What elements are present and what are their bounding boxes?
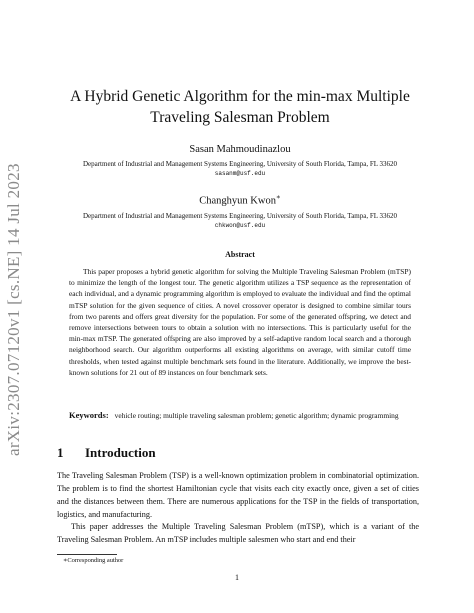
author-block-2 [40,191,440,230]
arxiv-identifier[interactable]: arXiv:2307.07120v1 [cs.NE] 14 Jul 2023 [4,163,23,457]
keywords-label: Keywords: [69,410,109,420]
author-affiliation: Department of Industrial and Management Systems Engineering, University of South Florida, Tampa, FL 33620 [82,211,398,220]
author-block-1 [40,143,440,178]
keywords-text: vehicle routing; multiple traveling salesman problem; genetic algorithm; dynamic programming [114,411,399,420]
paper-title: A Hybrid Genetic Algorithm for the min-max Multiple Traveling Salesman Problem [70,88,410,126]
body-paragraph: This paper addresses the Multiple Traveling Salesman Problem (mTSP), which is a variant of the Traveling Salesman Problem. An mTSP includes multiple salesmen who start and end their [57,522,419,544]
author-email[interactable]: chkwon@usf.edu [214,221,266,229]
section-title: Introduction [85,445,156,460]
abstract-text: This paper proposes a hybrid genetic algorithm for solving the Multiple Traveling Salesman Problem (mTSP) to minimize the length of the longest tour. The genetic algorithm utilizes a TSP sequence as the representation of each individual, and a dynamic programming algorithm is employed to evaluate the individual and find the optimal mTSP solution for the given sequence of cities. A novel crossover operator is designed to combine similar tours from two parents and offers great diversity for the population. For some of the generated offspring, we detect and remove intersections between tours to obtain a solution with no intersections. This is particularly useful for the min-max mTSP. The generated offspring are also improved by a self-adaptive random local search and a thorough neighborhood search. Our algorithm outperforms all existing algorithms on average, with similar cutoff time thresholds, when tested against multiple benchmark sets found in the literature. Additionally, we improve the best-known solutions for 21 out of 89 instances on four benchmark sets. [69,267,411,377]
body-paragraph: The Traveling Salesman Problem (TSP) is a well-known optimization problem in combinatorial optimization. The problem is to find the shortest Hamiltonian cycle that visits each city exactly once, given a set of cities and the distances between them. There are numerous applications for the TSP in the fields of transportation, logistics, and manufacturing. [57,471,419,519]
abstract-heading: Abstract [225,250,255,259]
corresponding-mark: ∗ [275,193,281,201]
section-number: 1 [57,445,64,460]
author-affiliation: Department of Industrial and Management Systems Engineering, University of South Florida, Tampa, FL 33620 [82,160,398,168]
page-number: 1 [235,573,239,582]
author-email[interactable]: sasanm@usf.edu [214,170,266,177]
author-name: Changhyun Kwon [199,195,276,207]
author-name-line [40,191,440,208]
footnote: ∗Corresponding author [63,557,124,564]
footnote-divider [57,554,117,555]
author-name: Sasan Mahmoudinazlou [189,144,291,155]
section-heading [57,445,156,461]
keywords-line [69,410,411,421]
